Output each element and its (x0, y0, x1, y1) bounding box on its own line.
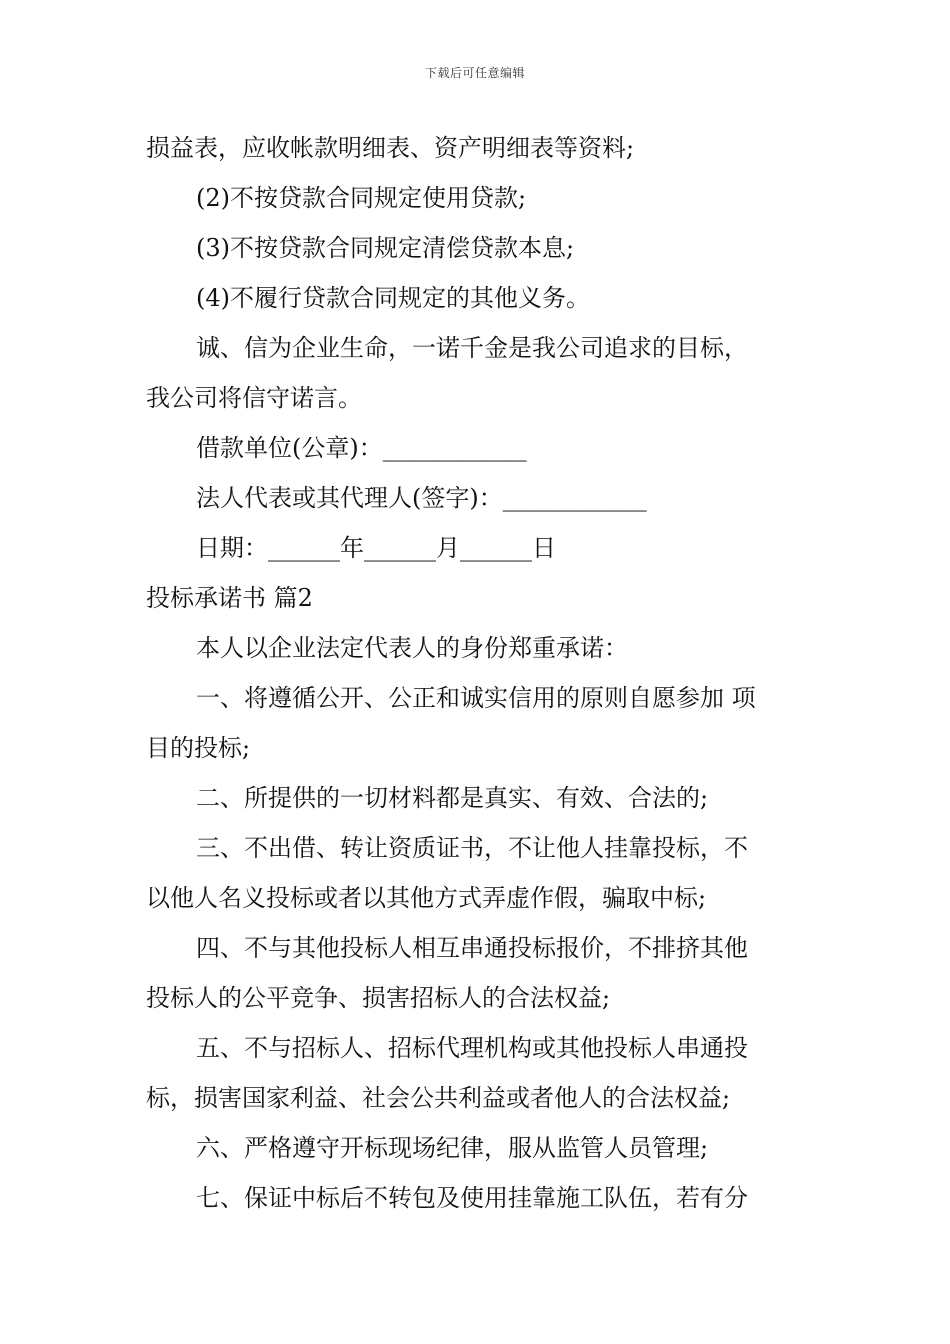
text-line: (3)不按贷款合同规定清偿贷款本息; (196, 234, 575, 262)
text-line: 六、严格遵守开标现场纪律，服从监管人员管理; (196, 1134, 709, 1162)
text-line: 目的投标; (146, 734, 251, 762)
page-header-note: 下载后可任意编辑 (424, 66, 525, 80)
text-line: 四、不与其他投标人相互串通投标报价，不排挤其他 (196, 934, 748, 962)
text-line: 一、将遵循公开、公正和诚实信用的原则自愿参加 项 (196, 684, 756, 712)
date-line: 日期：______年______月______日 (196, 534, 556, 562)
text-line: 诚、信为企业生命，一诺千金是我公司追求的目标， (196, 334, 748, 362)
text-line: 本人以企业法定代表人的身份郑重承诺： (196, 634, 628, 662)
text-line: 五、不与招标人、招标代理机构或其他投标人串通投 (196, 1034, 748, 1062)
section-heading: 投标承诺书 篇2 (146, 584, 313, 612)
text-line: 投标人的公平竞争、损害招标人的合法权益; (146, 984, 611, 1012)
text-line: 损益表，应收帐款明细表、资产明细表等资料; (146, 134, 635, 162)
text-line: 二、所提供的一切材料都是真实、有效、合法的; (196, 784, 709, 812)
text-line: 以他人名义投标或者以其他方式弄虚作假，骗取中标; (146, 884, 707, 912)
text-line: 三、不出借、转让资质证书，不让他人挂靠投标，不 (196, 834, 748, 862)
text-line: 标，损害国家利益、社会公共利益或者他人的合法权益; (146, 1084, 731, 1112)
text-line: 七、保证中标后不转包及使用挂靠施工队伍，若有分 (196, 1184, 748, 1212)
document-body (146, 127, 810, 1227)
signature-line-representative: 法人代表或其代理人(签字)：____________ (196, 484, 647, 512)
text-line: (2)不按贷款合同规定使用贷款; (196, 184, 527, 212)
text-line: (4)不履行贷款合同规定的其他义务。 (196, 284, 590, 312)
signature-line-company: 借款单位(公章)：____________ (196, 434, 527, 462)
text-line: 我公司将信守诺言。 (146, 384, 362, 412)
